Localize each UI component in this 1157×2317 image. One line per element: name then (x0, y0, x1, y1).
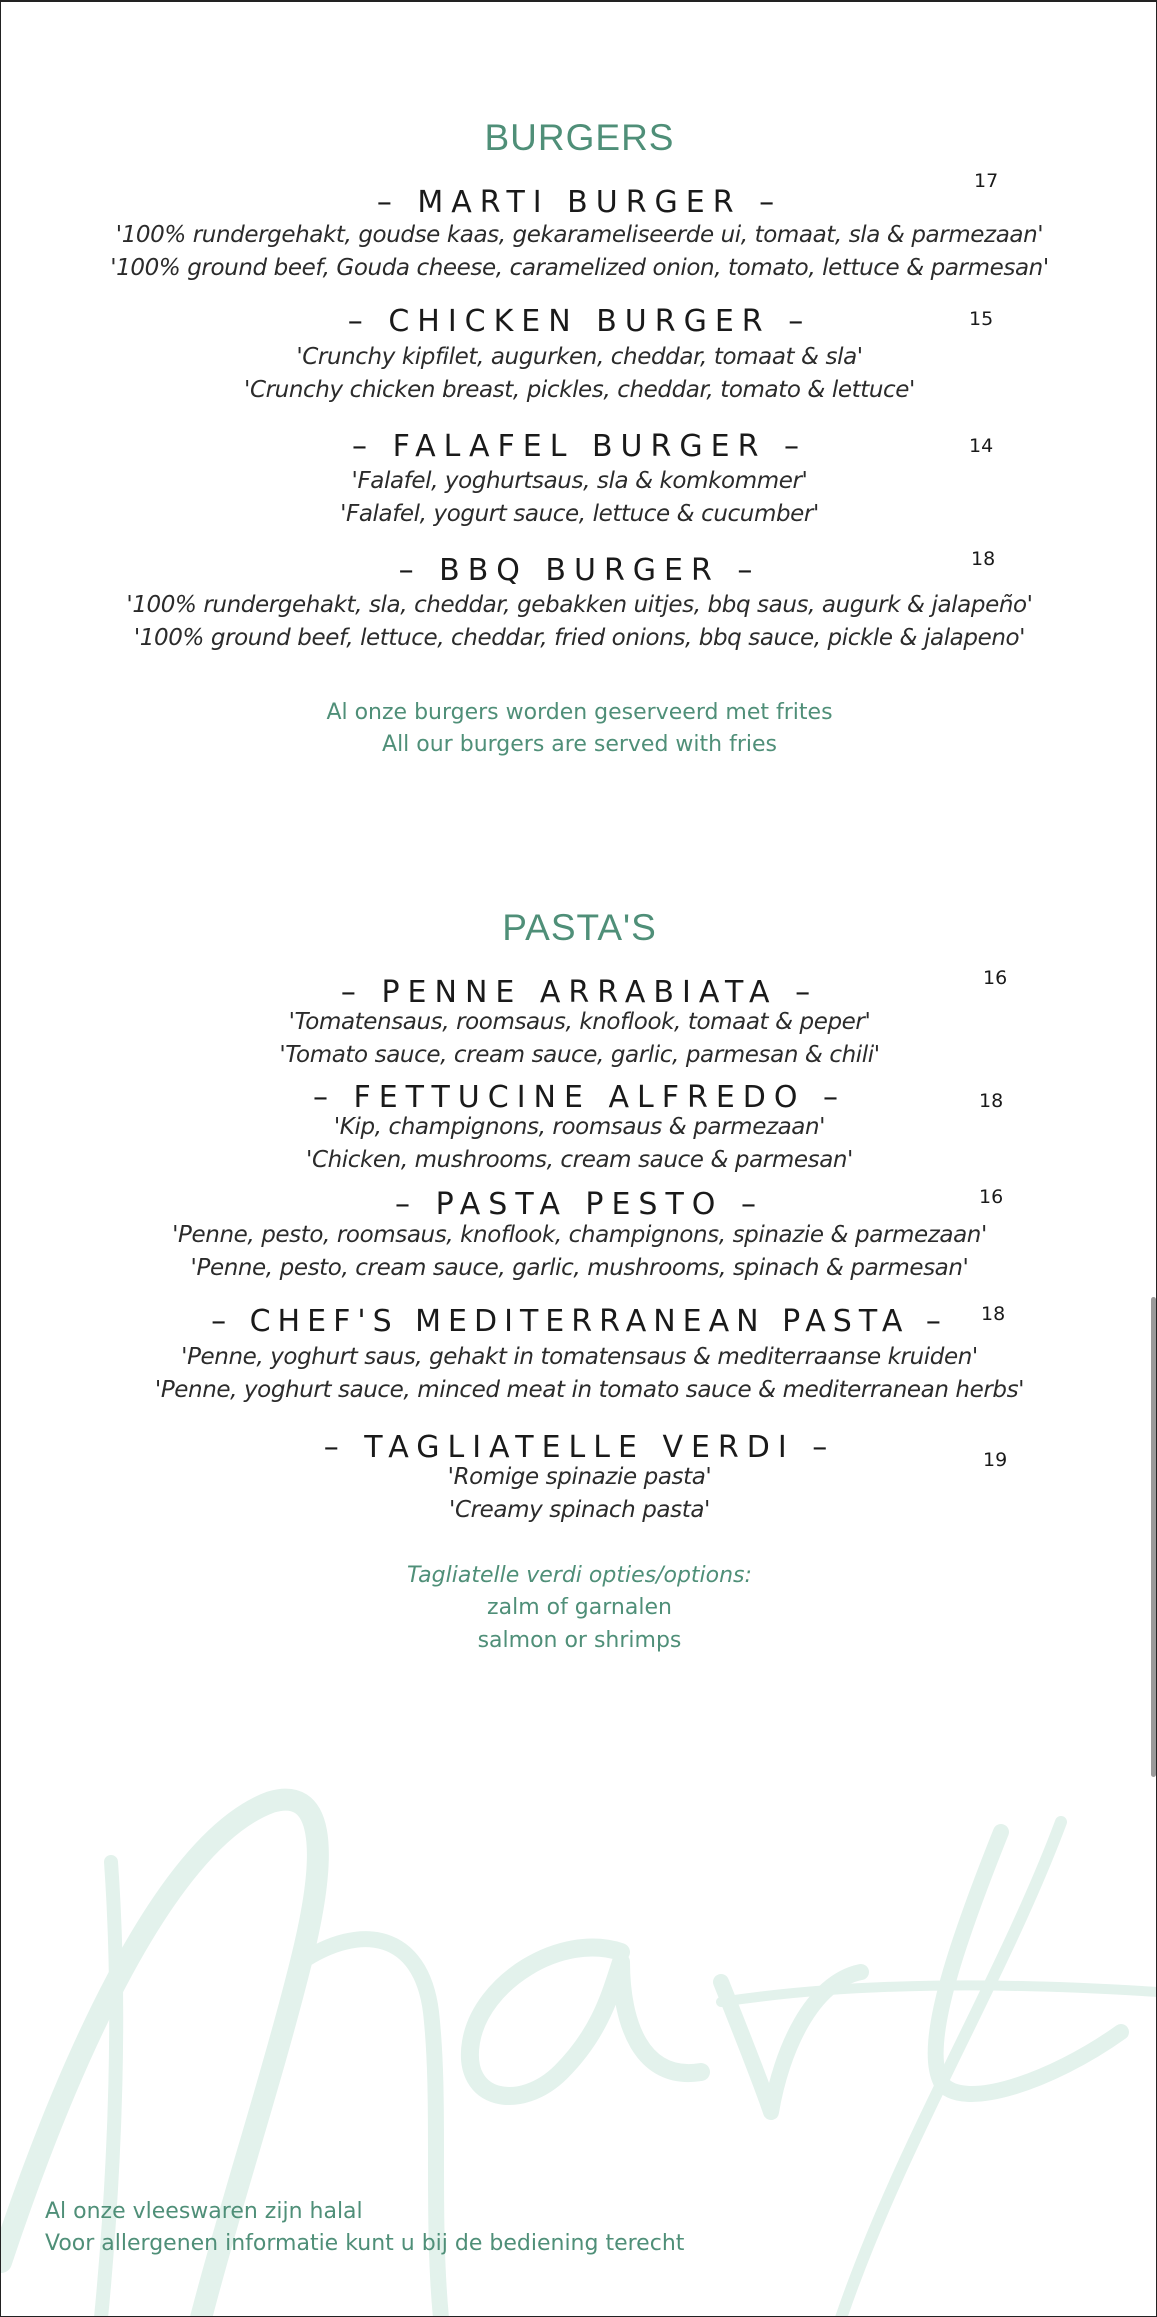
tagliatelle-options-title: Tagliatelle verdi opties/options: (407, 1563, 752, 1588)
item-bbq-burger-desc-en: '100% ground beef, lettuce, cheddar, fried onions, bbq sauce, pickle & jalapeno' (133, 625, 1026, 651)
item-pasta-pesto-desc-nl: 'Penne, pesto, roomsaus, knoflook, champignons, spinazie & parmezaan' (172, 1222, 987, 1248)
item-penne-arrabiata-price: 16 (983, 967, 1008, 989)
item-pasta-pesto-desc-en: 'Penne, pesto, cream sauce, garlic, mushrooms, spinach & parmesan' (190, 1255, 969, 1281)
item-chicken-burger-name: – CHICKEN BURGER – (347, 304, 812, 339)
item-tagliatelle-verdi-desc-en: 'Creamy spinach pasta' (449, 1497, 710, 1523)
item-fettucine-alfredo-desc-en: 'Chicken, mushrooms, cream sauce & parmesan' (306, 1147, 853, 1173)
tagliatelle-option-en: salmon or shrimps (477, 1628, 682, 1653)
item-marti-burger-name: – MARTI BURGER – (376, 185, 783, 220)
burgers-note-en: All our burgers are served with fries (382, 732, 777, 757)
item-fettucine-alfredo-name: – FETTUCINE ALFREDO – (312, 1080, 847, 1115)
item-penne-arrabiata-desc-nl: 'Tomatensaus, roomsaus, knoflook, tomaat & peper' (288, 1009, 871, 1035)
item-chefs-mediterranean-pasta-desc-en: 'Penne, yoghurt sauce, minced meat in tomato sauce & mediterranean herbs' (154, 1377, 1025, 1403)
item-falafel-burger-name: – FALAFEL BURGER – (352, 429, 807, 464)
item-pasta-pesto-price: 16 (979, 1186, 1004, 1208)
item-falafel-burger-desc-nl: 'Falafel, yoghurtsaus, sla & komkommer' (351, 468, 808, 494)
item-penne-arrabiata-desc-en: 'Tomato sauce, cream sauce, garlic, parmesan & chili' (279, 1042, 880, 1068)
item-penne-arrabiata-name: – PENNE ARRABIATA – (340, 975, 819, 1010)
item-bbq-burger-price: 18 (971, 548, 996, 570)
footer-allergen-note: Voor allergenen informatie kunt u bij de bediening terecht (45, 2231, 685, 2256)
item-pasta-pesto-name: – PASTA PESTO – (395, 1187, 764, 1222)
item-falafel-burger-price: 14 (969, 435, 994, 457)
item-chefs-mediterranean-pasta-desc-nl: 'Penne, yoghurt saus, gehakt in tomatensaus & mediterraanse kruiden' (181, 1344, 978, 1370)
item-tagliatelle-verdi-price: 19 (983, 1449, 1008, 1471)
footer-halal-note: Al onze vleeswaren zijn halal (45, 2199, 363, 2224)
item-chicken-burger-price: 15 (969, 308, 994, 330)
pastas-section-title: PASTA'S (502, 907, 657, 948)
tagliatelle-option-nl: zalm of garnalen (487, 1595, 672, 1620)
item-chicken-burger-desc-en: 'Crunchy chicken breast, pickles, cheddar, tomato & lettuce' (244, 377, 915, 403)
burgers-note-nl: Al onze burgers worden geserveerd met frites (326, 700, 833, 725)
item-tagliatelle-verdi-desc-nl: 'Romige spinazie pasta' (447, 1464, 712, 1490)
item-marti-burger-price: 17 (974, 170, 999, 192)
item-fettucine-alfredo-price: 18 (979, 1090, 1004, 1112)
item-tagliatelle-verdi-name: – TAGLIATELLE VERDI – (323, 1430, 836, 1465)
item-chefs-mediterranean-pasta-name: – CHEF'S MEDITERRANEAN PASTA – (211, 1304, 948, 1339)
burgers-section-title: BURGERS (484, 117, 675, 158)
item-falafel-burger-desc-en: 'Falafel, yogurt sauce, lettuce & cucumber' (340, 501, 819, 527)
item-bbq-burger-desc-nl: '100% rundergehakt, sla, cheddar, gebakken uitjes, bbq saus, augurk & jalapeño' (126, 592, 1033, 618)
item-chicken-burger-desc-nl: 'Crunchy kipfilet, augurken, cheddar, tomaat & sla' (296, 344, 863, 370)
item-bbq-burger-name: – BBQ BURGER – (398, 553, 761, 588)
item-marti-burger-desc-en: '100% ground beef, Gouda cheese, caramelized onion, tomato, lettuce & parmesan' (110, 255, 1049, 281)
scrollbar-thumb[interactable] (1151, 1297, 1156, 1777)
item-marti-burger-desc-nl: '100% rundergehakt, goudse kaas, gekarameliseerde ui, tomaat, sla & parmezaan' (115, 222, 1044, 248)
item-chefs-mediterranean-pasta-price: 18 (981, 1303, 1006, 1325)
item-fettucine-alfredo-desc-nl: 'Kip, champignons, roomsaus & parmezaan' (333, 1114, 826, 1140)
